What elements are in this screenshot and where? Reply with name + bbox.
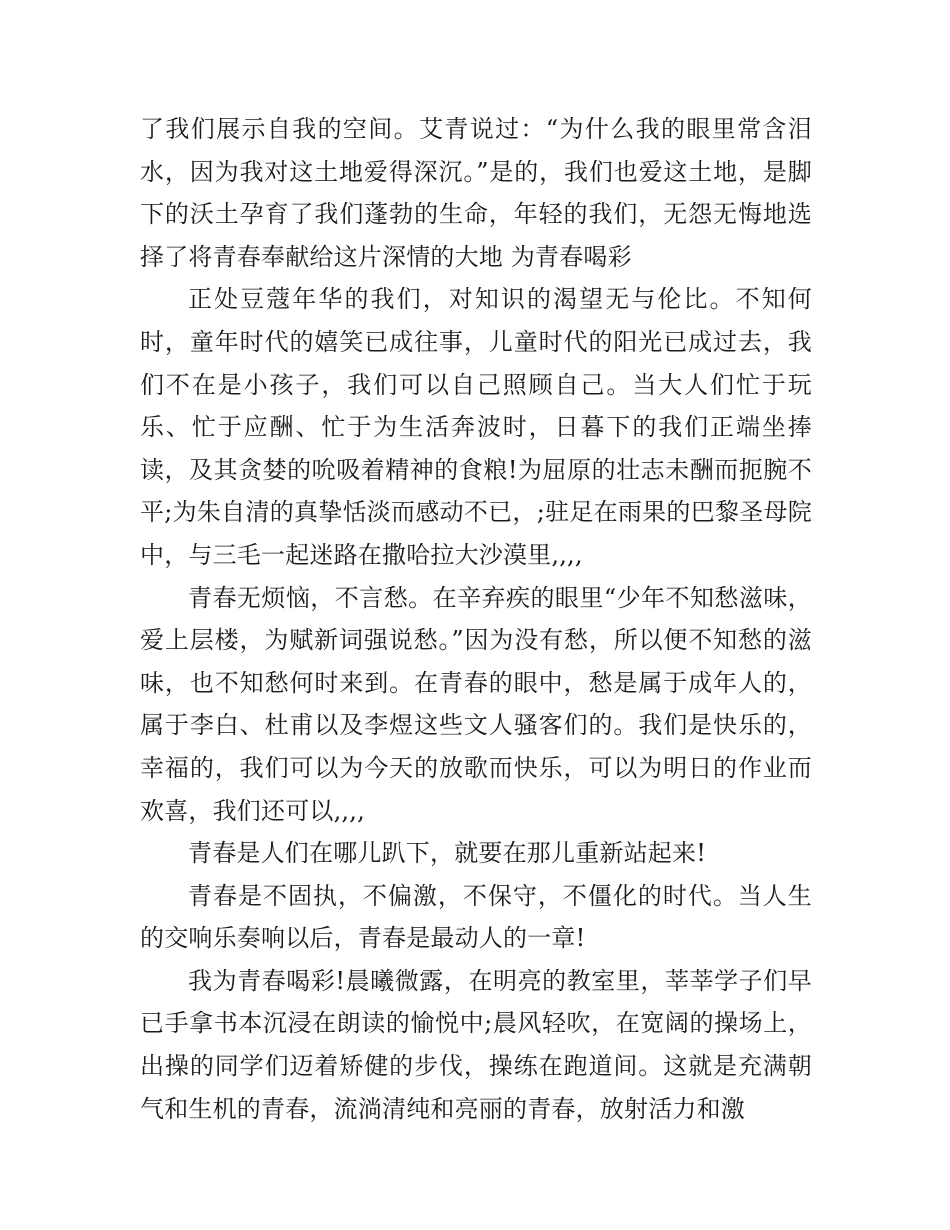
paragraph-4: 青春是人们在哪儿趴下，就要在那儿重新站起来! xyxy=(188,839,707,868)
paragraph-3: 青春无烦恼，不言愁。在辛弃疾的眼里“少年不知愁滋味，爱上层楼，为赋新词强说愁。”因为没有愁，所以便不知愁的滋味，也不知愁何时来到。在青春的眼中，愁是属于成年人的，属于李白、杜甫以及李煜这些文人骚客们的。我们是快乐的，幸福的，我们可以为今天的放歌而快乐，可以为明日的作业而欢喜，我们还可以,,,, xyxy=(140,583,812,825)
paragraph-6: 我为青春喝彩!晨曦微露，在明亮的教室里，莘莘学子们早已手拿书本沉浸在朗读的愉悦中;晨风轻吹，在宽阔的操场上，出操的同学们迈着矫健的步伐，操练在跑道间。这就是充满朝气和生机的青春，流淌清纯和亮丽的青春，放射活力和激 xyxy=(140,966,812,1123)
paragraph-5: 青春是不固执，不偏激，不保守，不僵化的时代。当人生的交响乐奏响以后，青春是最动人的一章! xyxy=(140,881,812,953)
paragraph-2: 正处豆蔻年华的我们，对知识的渴望无与伦比。不知何时，童年时代的嬉笑已成往事，儿童时代的阳光已成过去，我们不在是小孩子，我们可以自己照顾自己。当大人们忙于玩乐、忙于应酬、忙于为生活奔波时，日暮下的我们正端坐捧读，及其贪婪的吮吸着精神的食粮!为屈原的壮志未酬而扼腕不平;为朱自清的真挚恬淡而感动不已，;驻足在雨果的巴黎圣母院中，与三毛一起迷路在撒哈拉大沙漠里,,,, xyxy=(140,285,812,569)
paragraph-1: 了我们展示自我的空间。艾青说过：“为什么我的眼里常含泪水，因为我对这土地爱得深沉。”是的，我们也爱这土地，是脚下的沃土孕育了我们蓬勃的生命，年轻的我们，无怨无悔地选择了将青春奉献给这片深情的大地 为青春喝彩 xyxy=(140,115,812,271)
document-body xyxy=(140,108,812,1130)
